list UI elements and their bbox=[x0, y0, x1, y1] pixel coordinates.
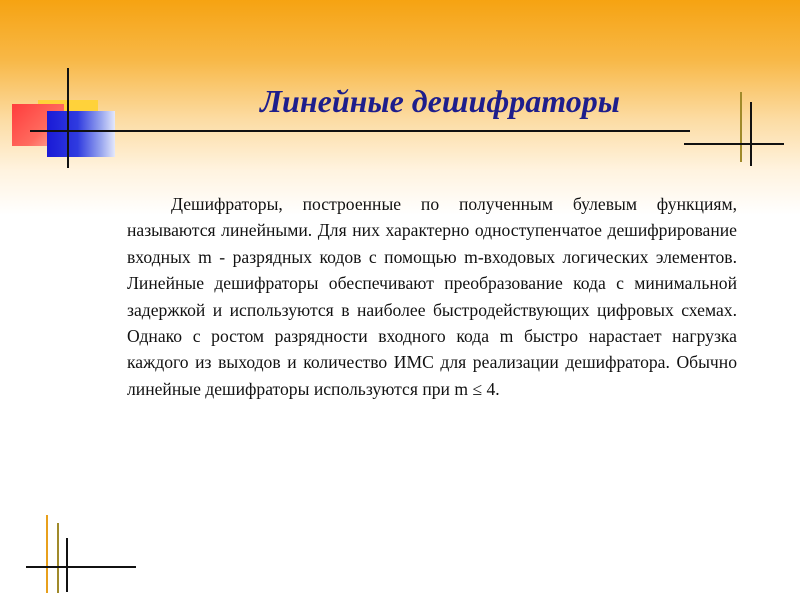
horizontal-line-decoration bbox=[684, 143, 784, 145]
horizontal-line-decoration bbox=[26, 566, 136, 568]
vertical-line-decoration bbox=[66, 538, 68, 592]
body-paragraph: Дешифраторы, построенные по полученным булевым функциям, называются линейными. Для них характерно одноступенчатое дешифрирование входных m - разрядных кодов с помощью m-входовых логических элементов. Линейные дешифраторы обеспечивают преобразование кода с минимальной задержкой и используются в наиболее быстродействующих цифровых схемах. Однако с ростом разрядности входного кода m быстро нарастает нагрузка каждого из выходов и количество ИМС для реализации дешифратора. Обычно линейные дешифраторы используются при m ≤ 4. bbox=[127, 194, 737, 399]
blue-square-decoration bbox=[47, 111, 115, 157]
vertical-line-decoration bbox=[57, 523, 59, 593]
vertical-line-decoration bbox=[740, 92, 742, 162]
horizontal-line-decoration bbox=[30, 130, 690, 132]
slide-title: Линейные дешифраторы bbox=[260, 83, 620, 119]
vertical-line-decoration bbox=[67, 68, 69, 168]
vertical-line-decoration bbox=[750, 102, 752, 166]
vertical-line-decoration bbox=[46, 515, 48, 593]
